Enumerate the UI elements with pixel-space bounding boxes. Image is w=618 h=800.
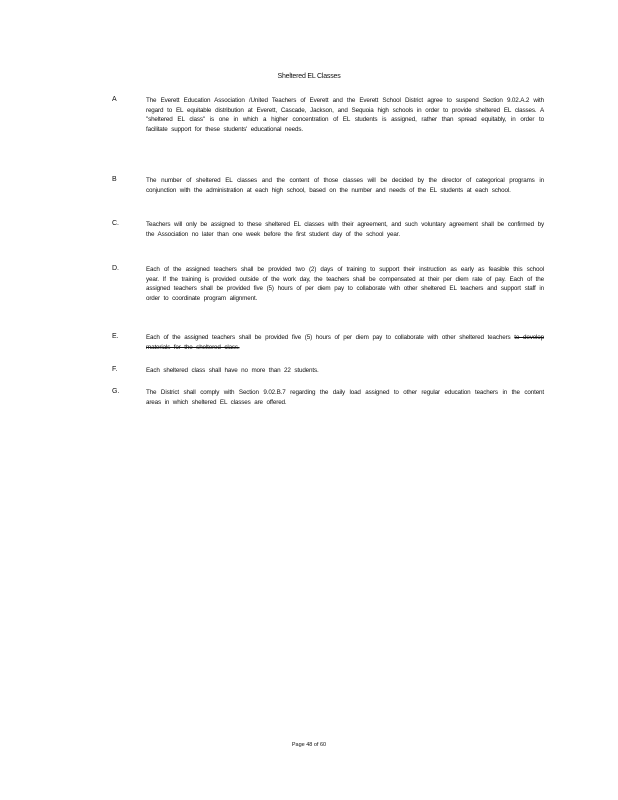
section-text: Each of the assigned teachers shall be provided two (2) days of training to support their instruction as early as feasible this school year. If the training is provided outside of the work day, the teachers shall be compensated at their per diem rate of pay. Each of the assigned teachers shall be provided five (5) hours of per diem pay to collaborate with other sheltered EL teachers and support staff in order to coordinate program alignment. (146, 266, 544, 302)
section-text: Each sheltered class shall have no more than 22 students. (146, 367, 319, 374)
section-text (146, 333, 544, 352)
section-text: The number of sheltered EL classes and the content of those classes will be decided by the director of categorical programs in conjunction with the administration at each high school, based on the number and needs of the EL students at each school. (146, 177, 544, 194)
section-letter: G. (112, 388, 120, 395)
page-title: Sheltered EL Classes (277, 73, 341, 80)
section-text: Teachers will only be assigned to these sheltered EL classes with their agreement, and such voluntary agreement shall be confirmed by the Association no later than one week before the first student day of the school year. (146, 221, 544, 238)
section-letter: C. (112, 220, 119, 227)
section-text-plain: Each of the assigned teachers shall be provided five (5) hours of per diem pay to collaborate with other sheltered teachers (146, 334, 511, 341)
page-number: Page 48 of 60 (291, 742, 327, 748)
section-text: The District shall comply with Section 9.02.B.7 regarding the daily load assigned to other regular education teachers in the content areas in which sheltered EL classes are offered. (146, 389, 544, 406)
section-letter: E. (112, 333, 119, 340)
section-letter: F. (112, 366, 118, 373)
section-letter: B (112, 176, 117, 183)
section-letter: A (112, 96, 117, 103)
section-text: The Everett Education Association /United Teachers of Everett and the Everett School District agree to suspend Section 9.02.A.2 with regard to EL equitable distribution at Everett, Cascade, Jackson, and Sequoia high schools in order to provide sheltered EL classes. A "sheltered EL class" is one in which a higher concentration of EL students is assigned, rather than spread equitably, in order to facilitate support for these students' educational needs. (146, 97, 544, 133)
section-text-struck: to develop materials for the sheltered class. (146, 334, 544, 351)
section-letter: D. (112, 265, 119, 272)
